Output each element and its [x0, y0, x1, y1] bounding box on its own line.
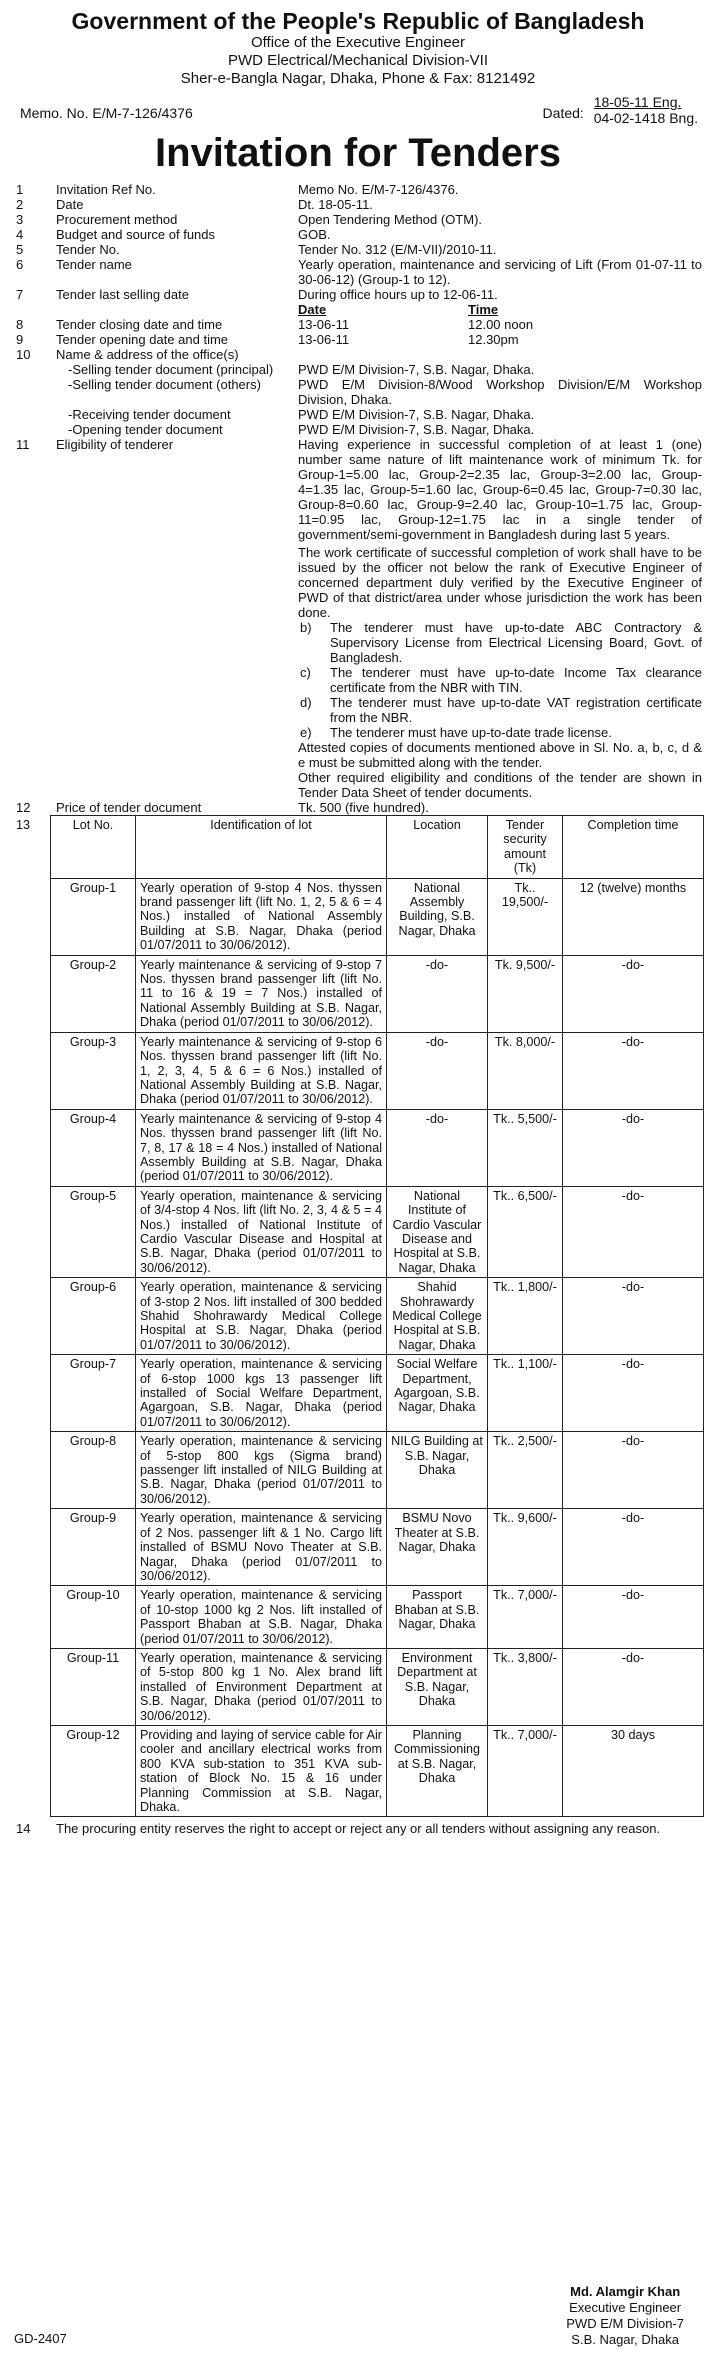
lot-number: Group-2: [51, 955, 136, 1032]
date-bangla: 04-02-1418 Bng.: [593, 110, 698, 126]
lots-table: [12, 815, 704, 1817]
detail-row: [12, 212, 704, 227]
item-label: Tender last selling date: [56, 287, 189, 302]
detail-row: [12, 317, 704, 332]
lot-location: National Institute of Cardio Vascular Disease and Hospital at S.B. Nagar, Dhaka: [387, 1186, 488, 1277]
government-heading: Government of the People's Republic of Bangladesh: [71, 8, 645, 34]
division-line: PWD Electrical/Mechanical Division-VII: [227, 52, 489, 69]
item-number: 10: [16, 347, 31, 362]
lot-location: Shahid Shohrawardy Medical College Hospital at S.B. Nagar, Dhaka: [387, 1278, 488, 1355]
item-label: Tender No.: [56, 242, 120, 257]
item-value: Memo No. E/M-7-126/4376.: [298, 182, 459, 197]
detail-row: [12, 242, 704, 257]
lot-row-spacer: [12, 1725, 51, 1816]
condition-letter: c): [300, 665, 311, 680]
lot-number: Group-6: [51, 1278, 136, 1355]
lot-row-spacer: [12, 1109, 51, 1186]
eligibility-certificate: The work certificate of successful completion of work shall have to be issued by the officer not below the rank of Executive Engineer of concerned department duly verified by the Executive Engineer of PWD of that district/area under whose jurisdiction the work has been done.: [298, 545, 702, 620]
lot-row-spacer: [12, 1186, 51, 1277]
lot-identification: Yearly operation, maintenance & servicing of 2 Nos. passenger lift & 1 No. Cargo lift installed of BSMU Novo Theater at S.B. Nagar, Dhaka (period 01/07/2011 to 30/06/2012).: [136, 1509, 387, 1586]
detail-row: [12, 257, 704, 287]
lot-number: Group-3: [51, 1032, 136, 1109]
item-number: 11: [16, 437, 30, 452]
lot-number: Group-5: [51, 1186, 136, 1277]
item-number: 1: [16, 182, 24, 197]
lot-number: Group-7: [51, 1355, 136, 1432]
lots-body: [12, 878, 704, 1817]
item-number: 5: [16, 242, 24, 257]
lot-row-spacer: [12, 1032, 51, 1109]
lot-row-spacer: [12, 1432, 51, 1509]
gd-code: GD-2407: [14, 2331, 67, 2346]
lot-row-spacer: [12, 1586, 51, 1649]
lot-location: NILG Building at S.B. Nagar, Dhaka: [387, 1432, 488, 1509]
dated-label: Dated:: [542, 105, 584, 121]
lot-row: [12, 1355, 704, 1432]
lot-security-amount: Tk. 9,500/-: [488, 955, 563, 1032]
condition-letter: d): [300, 695, 312, 710]
detail-row: [12, 197, 704, 212]
office-value: PWD E/M Division-7, S.B. Nagar, Dhaka.: [298, 362, 535, 377]
item-value: During office hours up to 12-06-11.: [298, 287, 498, 302]
item-number: 9: [16, 332, 24, 347]
opening-date: 13-06-11: [298, 332, 350, 347]
condition-item: [298, 725, 702, 740]
lot-identification: Yearly operation, maintenance & servicing of 3-stop 2 Nos. lift installed of 300 bedded Shahid Shohrawardy Medical College Hospital at S.B. Nagar, Dhaka (period 01/07/2011 to 30/06/2012).: [136, 1278, 387, 1355]
office-line: Office of the Executive Engineer: [250, 34, 465, 51]
detail-row: [12, 287, 704, 302]
lot-identification: Yearly operation, maintenance & servicing of 5-stop 800 kgs (Sigma brand) passenger lift installed of NILG Building at S.B. Nagar, Dhaka (period 01/07/2011 to 30/06/2012).: [136, 1432, 387, 1509]
lot-row-spacer: [12, 1278, 51, 1355]
item-label: Tender closing date and time: [56, 317, 223, 332]
office-value: PWD E/M Division-7, S.B. Nagar, Dhaka.: [298, 422, 535, 437]
item-number: 2: [16, 197, 24, 212]
lot-completion-time: 30 days: [563, 1725, 704, 1816]
security-column-header: Tender security amount (Tk): [488, 816, 563, 879]
date-column-header: Date: [298, 302, 327, 317]
tender-details: [12, 182, 704, 815]
lot-identification: Yearly maintenance & servicing of 9-stop 4 Nos. thyssen brand passenger lift (lift No. 7, 8, 17 & 18 = 4 Nos.) installed of National Assembly Building at S.B. Nagar, Dhaka (period 01/07/2011 to 30/06/2012).: [136, 1109, 387, 1186]
condition-letter: b): [300, 620, 312, 635]
eligibility-block: [296, 437, 704, 800]
lot-identification: Yearly operation, maintenance & servicing of 5-stop 800 kg 1 No. Alex brand lift installed of Environment Department at S.B. Nagar, Dhaka (period 01/07/2011 to 30/06/2012).: [136, 1648, 387, 1725]
lot-completion-time: -do-: [563, 1648, 704, 1725]
detail-row: [12, 347, 704, 362]
lot-identification: Yearly operation, maintenance & servicing of 6-stop 1000 kgs 13 passenger lift installed of Social Welfare Department, Agargoan, S.B. Nagar, Dhaka (period 01/07/2011 to 30/06/2012).: [136, 1355, 387, 1432]
lot-security-amount: Tk.. 6,500/-: [488, 1186, 563, 1277]
lot-completion-time: -do-: [563, 1186, 704, 1277]
lots-section: [12, 815, 704, 1817]
lot-row: [12, 1509, 704, 1586]
lot-row: [12, 1432, 704, 1509]
lot-location: -do-: [387, 1032, 488, 1109]
lot-row: [12, 1278, 704, 1355]
lot-location: Passport Bhaban at S.B. Nagar, Dhaka: [387, 1586, 488, 1649]
lot-location: Environment Department at S.B. Nagar, Dhaka: [387, 1648, 488, 1725]
lot-row-spacer: [12, 878, 51, 955]
item-label: Eligibility of tenderer: [56, 437, 174, 452]
lot-identification: Yearly maintenance & servicing of 9-stop 7 Nos. thyssen brand passenger lift (lift No. 11 to 16 & 19 = 7 Nos.) installed of National Assembly Building at S.B. Nagar, Dhaka (period 01/07/2011 to 30/06/2012).: [136, 955, 387, 1032]
opening-time: 12.30pm: [468, 332, 519, 347]
detail-row: [12, 332, 704, 347]
item-value: GOB.: [298, 227, 331, 242]
lot-row: [12, 1032, 704, 1109]
footer-note: [12, 1821, 704, 1836]
lot-security-amount: Tk. 8,000/-: [488, 1032, 563, 1109]
page-title: Invitation for Tenders: [155, 131, 561, 175]
detail-row: [12, 227, 704, 242]
item-label: Budget and source of funds: [56, 227, 216, 242]
lot-security-amount: Tk.. 1,800/-: [488, 1278, 563, 1355]
detail-row: [12, 182, 704, 197]
office-label: -Opening tender document: [68, 422, 223, 437]
item-number: 14: [16, 1821, 31, 1837]
signatory-division: PWD E/M Division-7: [566, 2316, 684, 2331]
lot-security-amount: Tk.. 7,000/-: [488, 1586, 563, 1649]
lot-identification: Yearly maintenance & servicing of 9-stop 6 Nos. thyssen brand passenger lift (lift No. 1, 2, 3, 4, 5 & 6 = 6 Nos.) installed of National Assembly Building at S.B. Nagar, Dhaka (period 01/07/2011 to 30/06/2012).: [136, 1032, 387, 1109]
datetime-header-row: [12, 302, 704, 317]
lot-row: [12, 1109, 704, 1186]
memo-dated: [543, 94, 698, 126]
office-row: [12, 362, 704, 377]
lot-number: Group-11: [51, 1648, 136, 1725]
lot-security-amount: Tk.. 7,000/-: [488, 1725, 563, 1816]
lot-completion-time: -do-: [563, 1109, 704, 1186]
footer-note-text: The procuring entity reserves the right to accept or reject any or all tenders without assigning any reason.: [56, 1821, 661, 1837]
time-column-header: Completion time: [563, 816, 704, 879]
condition-item: [298, 695, 702, 725]
lot-row: [12, 955, 704, 1032]
item-label: Tender opening date and time: [56, 332, 229, 347]
item-value: Tk. 500 (five hundred).: [298, 800, 429, 815]
dated-values: [594, 94, 698, 126]
lot-number: Group-4: [51, 1109, 136, 1186]
eligibility-experience: Having experience in successful completion of at least 1 (one) number same nature of lift maintenance work of minimum Tk. for Group-1=5.00 lac, Group-2=2.35 lac, Group-3=2.00 lac, Group-4=1.35 lac, Group-5=1.60 lac, Group-6=0.45 lac, Group-7=0.30 lac, Group-8=0.60 lac, Group-9=2.40 lac, Group-10=1.75 lac, Group-11=0.95 lac, Group-12=1.75 lac in a single tender of government/semi-government in Bangladesh during last 5 years.: [298, 437, 702, 542]
condition-letter: e): [300, 725, 312, 740]
condition-text: The tenderer must have up-to-date trade license.: [330, 725, 612, 740]
closing-date: 13-06-11: [298, 317, 350, 332]
lot-location: -do-: [387, 955, 488, 1032]
lot-number: Group-8: [51, 1432, 136, 1509]
office-value: PWD E/M Division-7, S.B. Nagar, Dhaka.: [298, 407, 535, 422]
lot-identification: Yearly operation, maintenance & servicing of 10-stop 1000 kg 2 Nos. lift installed of Passport Bhaban at S.B. Nagar, Dhaka (period 01/07/2011 to 30/06/2012).: [136, 1586, 387, 1649]
detail-row: [12, 437, 704, 800]
lots-header-row: [12, 816, 704, 879]
lot-row: [12, 1648, 704, 1725]
lot-completion-time: -do-: [563, 1355, 704, 1432]
item-number: 8: [16, 317, 24, 332]
item-value: Yearly operation, maintenance and servicing of Lift (From 01-07-11 to 30-06-12) (Group-1 to 12).: [298, 257, 702, 287]
item-label: Date: [56, 197, 84, 212]
lot-row-spacer: [12, 1355, 51, 1432]
lot-security-amount: Tk.. 3,800/-: [488, 1648, 563, 1725]
office-label: -Selling tender document (others): [68, 377, 261, 392]
item-value: Open Tendering Method (OTM).: [298, 212, 483, 227]
signatory-designation: Executive Engineer: [569, 2300, 682, 2315]
eligibility-conditions: [298, 620, 702, 740]
lot-security-amount: Tk.. 5,500/-: [488, 1109, 563, 1186]
ident-column-header: Identification of lot: [136, 816, 387, 879]
lot-completion-time: -do-: [563, 955, 704, 1032]
office-row: [12, 377, 704, 407]
item-number: 6: [16, 257, 24, 272]
item-number: 7: [16, 287, 24, 302]
lot-row: [12, 1586, 704, 1649]
condition-item: [298, 620, 702, 665]
lot-row: [12, 1186, 704, 1277]
lot-location: National Assembly Building, S.B. Nagar, Dhaka: [387, 878, 488, 955]
item-number: 12: [16, 800, 31, 815]
office-label: -Receiving tender document: [68, 407, 231, 422]
office-row: [12, 422, 704, 437]
eligibility-other: Other required eligibility and conditions of the tender are shown in Tender Data Sheet of tender documents.: [298, 770, 702, 800]
lot-column-header: Lot No.: [51, 816, 136, 879]
lot-security-amount: Tk.. 9,600/-: [488, 1509, 563, 1586]
lot-identification: Providing and laying of service cable for Air cooler and ancillary electrical works from 800 KVA sub-station to 351 KVA sub-station of Block No. 15 & 16 under Planning Commission at S.B. Nagar, Dhaka.: [136, 1725, 387, 1816]
item-value: Tender No. 312 (E/M-VII)/2010-11.: [298, 242, 497, 257]
lot-completion-time: -do-: [563, 1432, 704, 1509]
lot-location: Social Welfare Department, Agargoan, S.B. Nagar, Dhaka: [387, 1355, 488, 1432]
office-value: PWD E/M Division-8/Wood Workshop Division/E/M Workshop Division, Dhaka.: [298, 377, 702, 407]
lot-completion-time: -do-: [563, 1278, 704, 1355]
item-label: Procurement method: [56, 212, 178, 227]
detail-row: [12, 800, 704, 815]
office-label: -Selling tender document (principal): [68, 362, 274, 377]
lot-identification: Yearly operation of 9-stop 4 Nos. thyssen brand passenger lift (lift No. 1, 2, 5 & 6 = 4 Nos.) installed of National Assembly Building at S.B. Nagar, Dhaka (period 01/07/2011 to 30/06/2012).: [136, 878, 387, 955]
lot-number: Group-12: [51, 1725, 136, 1816]
lot-security-amount: Tk.. 1,100/-: [488, 1355, 563, 1432]
lot-number: Group-9: [51, 1509, 136, 1586]
location-column-header: Location: [387, 816, 488, 879]
lot-location: BSMU Novo Theater at S.B. Nagar, Dhaka: [387, 1509, 488, 1586]
condition-text: The tenderer must have up-to-date ABC Contractory & Supervisory License from Electrical Licensing Board, Govt. of Bangladesh.: [330, 620, 702, 665]
date-english: 18-05-11 Eng.: [593, 94, 682, 110]
item-value: Dt. 18-05-11.: [298, 197, 373, 212]
lot-security-amount: Tk.. 2,500/-: [488, 1432, 563, 1509]
signatory-address: S.B. Nagar, Dhaka: [571, 2332, 679, 2347]
lot-location: -do-: [387, 1109, 488, 1186]
time-column-header: Time: [468, 302, 499, 317]
lot-completion-time: 12 (twelve) months: [563, 878, 704, 955]
item-label: Name & address of the office(s): [56, 347, 239, 362]
lot-number: Group-1: [51, 878, 136, 955]
lot-location: Planning Commissioning at S.B. Nagar, Dhaka: [387, 1725, 488, 1816]
item-label: Price of tender document: [56, 800, 202, 815]
lot-completion-time: -do-: [563, 1586, 704, 1649]
lot-security-amount: Tk.. 19,500/-: [488, 878, 563, 955]
office-row: [12, 407, 704, 422]
closing-time: 12.00 noon: [468, 317, 534, 332]
item-label: Invitation Ref No.: [56, 182, 156, 197]
item-label: Tender name: [56, 257, 132, 272]
condition-text: The tenderer must have up-to-date VAT registration certificate from the NBR.: [330, 695, 702, 725]
lot-completion-time: -do-: [563, 1509, 704, 1586]
lot-number: Group-10: [51, 1586, 136, 1649]
lot-identification: Yearly operation, maintenance & servicing of 3/4-stop 4 Nos. lift (lift No. 2, 3, 4 & 5 = 4 Nos.) installed of National Institute of Cardio Vascular Disease and Hospital at S.B. Nagar, Dhaka (period 01/07/2011 to 30/06/2012).: [136, 1186, 387, 1277]
lot-row: [12, 878, 704, 955]
lot-row: [12, 1725, 704, 1816]
memo-row: [12, 92, 704, 126]
eligibility-attested: Attested copies of documents mentioned above in Sl. No. a, b, c, d & e must be submitted along with the tender.: [298, 740, 702, 770]
item-number: 4: [16, 227, 24, 242]
memo-number: Memo. No. E/M-7-126/4376: [20, 105, 193, 121]
address-line: Sher-e-Bangla Nagar, Dhaka, Phone & Fax: 8121492: [180, 70, 536, 87]
lot-completion-time: -do-: [563, 1032, 704, 1109]
lot-row-spacer: [12, 1509, 51, 1586]
item-number: 13: [16, 817, 31, 832]
condition-text: The tenderer must have up-to-date Income Tax clearance certificate from the NBR with TIN.: [330, 665, 702, 695]
item-number: 3: [16, 212, 24, 227]
signature-block: [566, 2284, 684, 2348]
condition-item: [298, 665, 702, 695]
lot-row-spacer: [12, 1648, 51, 1725]
signatory-name: Md. Alamgir Khan: [570, 2284, 681, 2299]
lot-row-spacer: [12, 955, 51, 1032]
